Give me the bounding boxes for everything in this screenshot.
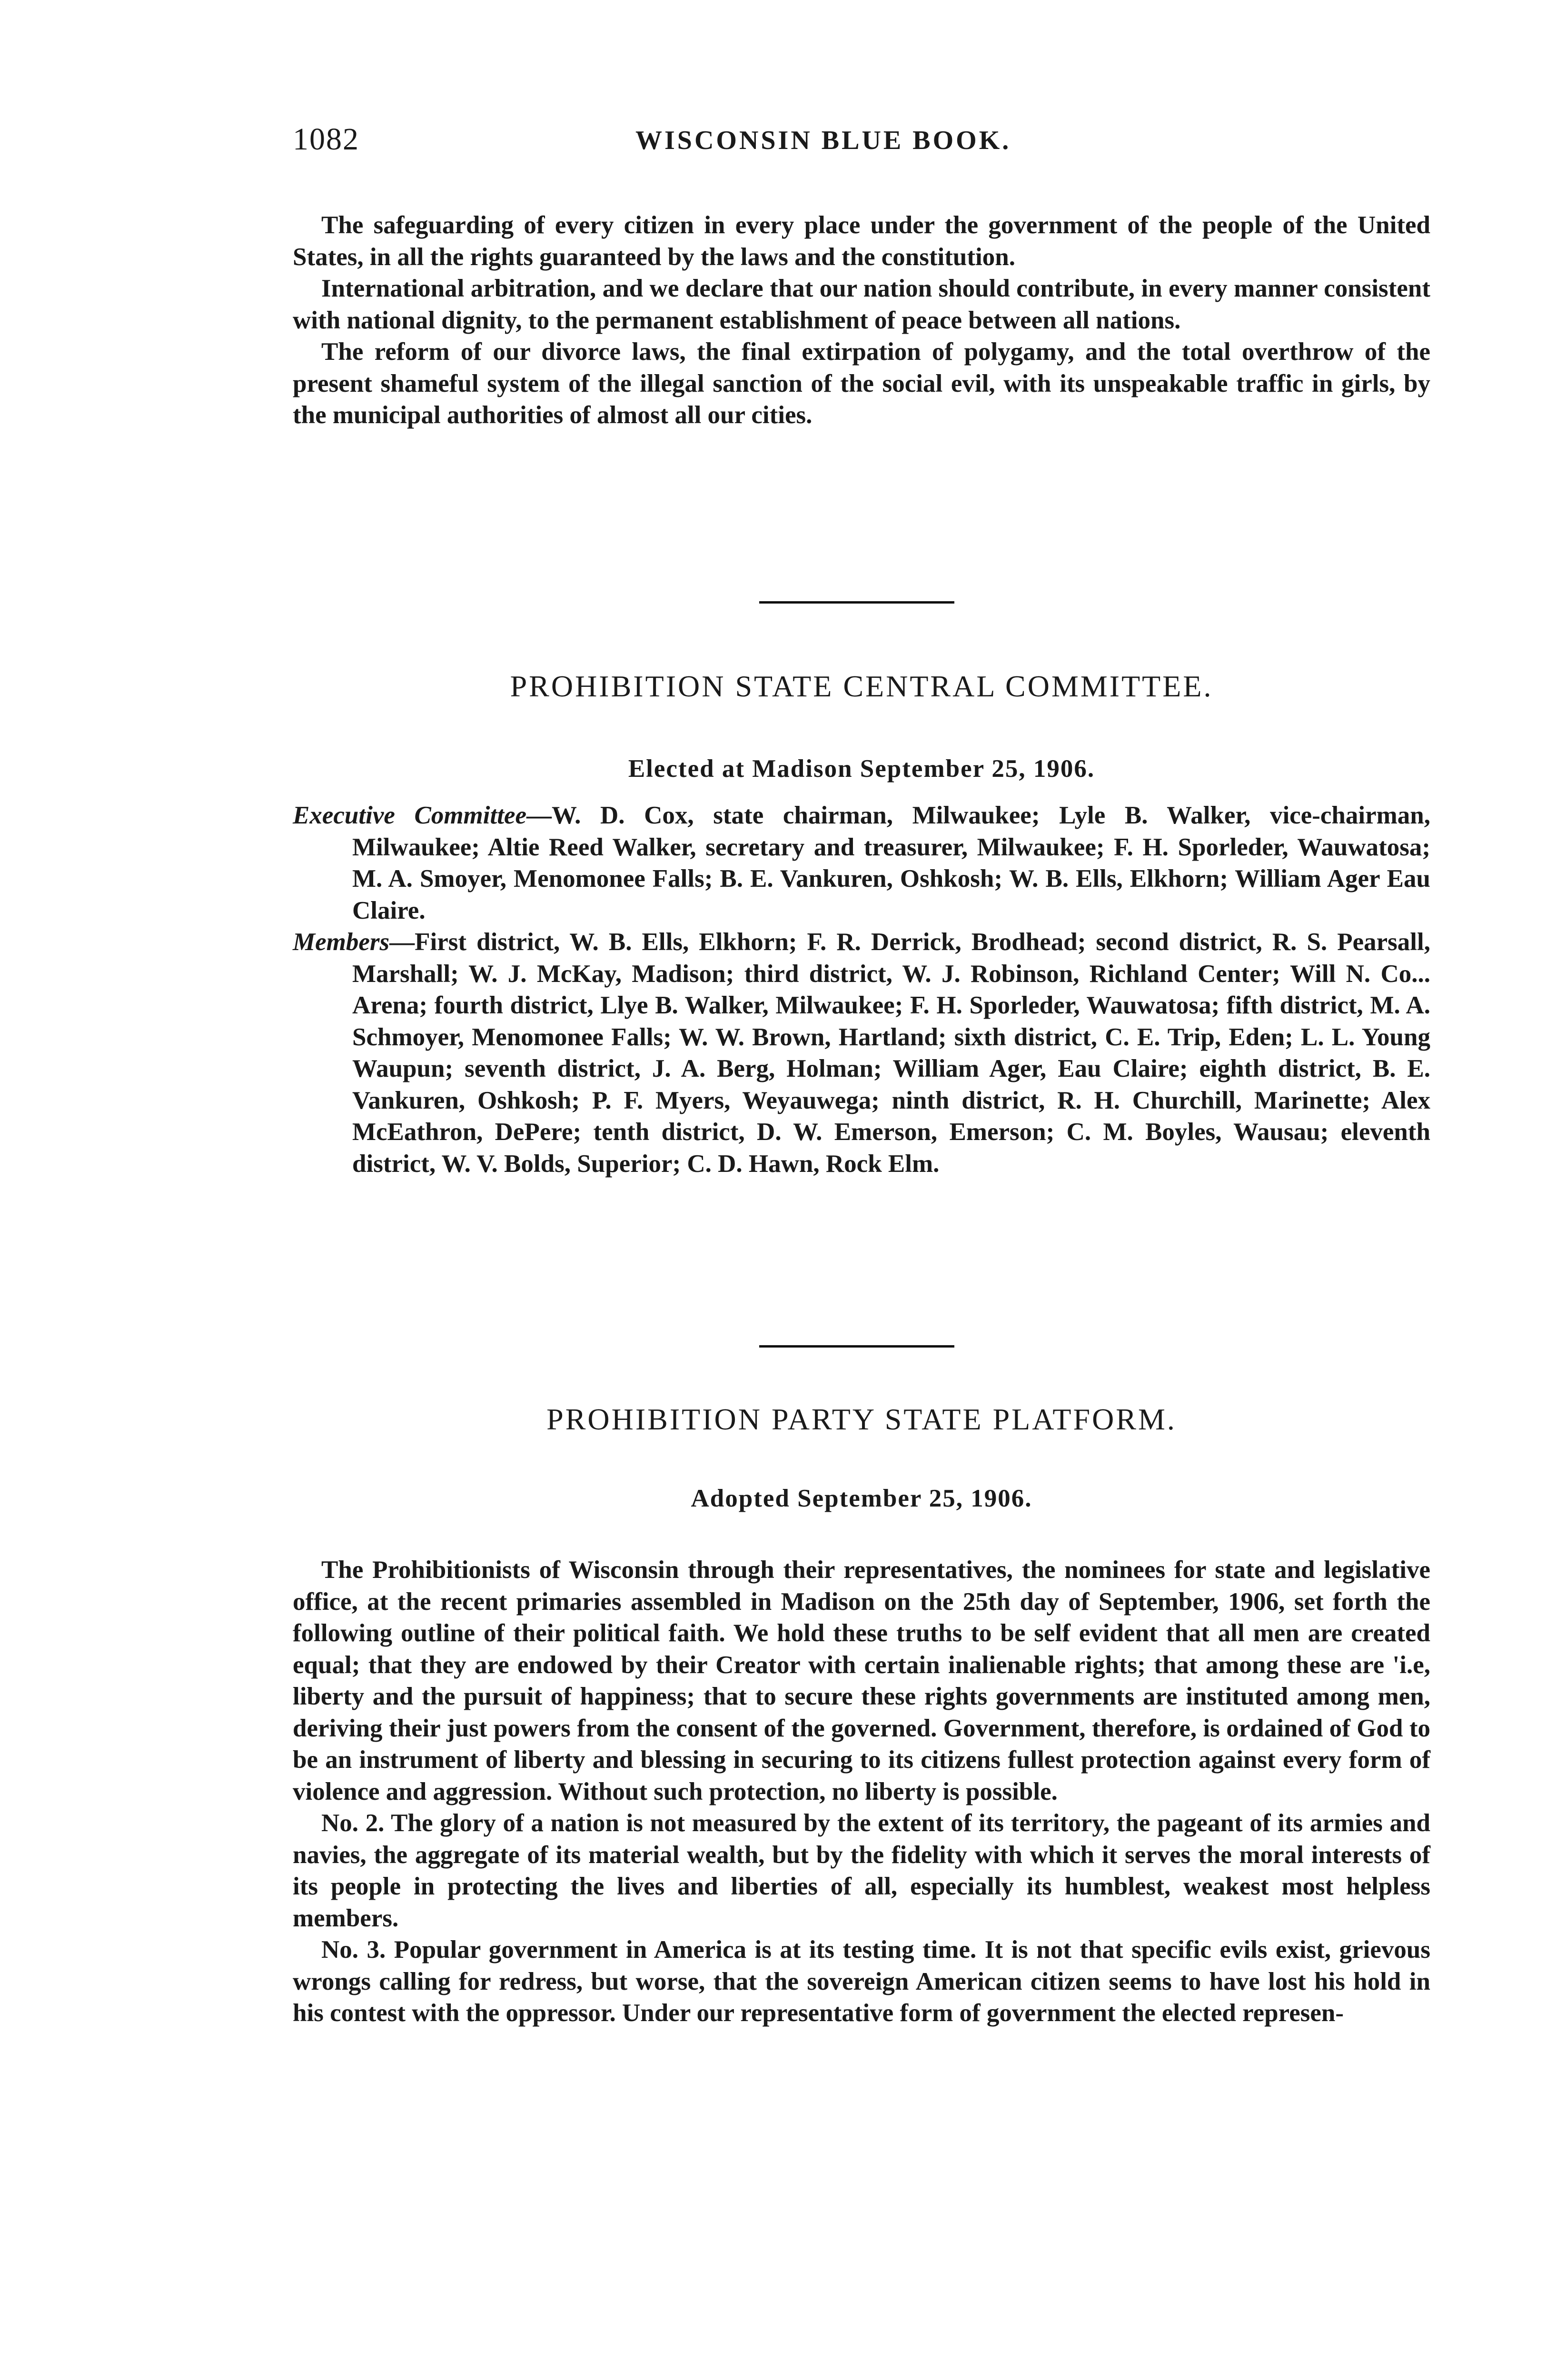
- intro-section: [293, 209, 1430, 431]
- platform-paragraph-3: No. 3. Popular government in America is at its testing time. It is not that specific evils exist, grievous wrongs calling for redress, but worse, that the sovereign American citizen seems to have lost his hold in his contest with the oppressor. Under our representative form of government the elected represen-: [293, 1936, 1430, 2027]
- platform-paragraph-2: No. 2. The glory of a nation is not measured by the extent of its territory, the pageant of its armies and navies, the aggregate of its material wealth, but by the fidelity with which it serves the moral interests of its people in protecting the lives and liberties of all, especially its humblest, weakest most helpless members.: [293, 1809, 1430, 1932]
- platform-paragraph-1: The Prohibitionists of Wisconsin through their representatives, the nominees for state and legislative office, at the recent primaries assembled in Madison on the 25th day of September, 1906, set forth the following outline of their political faith. We hold these truths to be self evident that all men are created equal; that they are endowed by their Creator with certain inalienable rights; that among these are 'i.e, liberty and the pursuit of happiness; that to secure these rights governments are instituted among men, deriving their just powers from the consent of the governed. Government, therefore, is ordained of God to be an instrument of liberty and blessing in securing to its citizens fullest protection against every form of violence and aggression. Without such protection, no liberty is possible.: [293, 1556, 1430, 1805]
- executive-committee-entry: [293, 800, 1430, 926]
- members-label: Members: [293, 928, 390, 956]
- platform-body: [293, 1554, 1430, 2029]
- committee-listing: [293, 800, 1430, 1180]
- running-head: WISCONSIN BLUE BOOK.: [635, 126, 1011, 155]
- intro-paragraph-2: International arbitration, and we declare that our nation should contribute, in every manner consistent with national dignity, to the permanent establishment of peace between all nations.: [293, 275, 1430, 334]
- executive-committee-label: Executive Committee: [293, 802, 527, 829]
- intro-paragraph-3: The reform of our divorce laws, the final extirpation of polygamy, and the total overthrow of the present shameful system of the illegal sanction of the social evil, with its unspeakable traffic in girls, by the municipal authorities of almost all our cities.: [293, 338, 1430, 429]
- page-header: [293, 121, 1430, 164]
- intro-paragraph-1: The safeguarding of every citizen in every place under the government of the people of the United States, in all the rights guaranteed by the laws and the constitution.: [293, 211, 1430, 271]
- committee-subtitle: Elected at Madison September 25, 1906.: [628, 755, 1095, 783]
- executive-committee-text: —W. D. Cox, state chairman, Milwaukee; Lyle B. Walker, vice-chairman, Milwaukee; Altie Reed Walker, secretary and treasurer, Milwaukee; F. H. Sporleder, Wauwatosa; M. A. Smoyer, Menomonee Falls; B. E. Vankuren, Oshkosh; W. B. Ells, Elkhorn; William Ager Eau Claire.: [352, 802, 1430, 924]
- members-entry: [293, 926, 1430, 1180]
- platform-title: PROHIBITION PARTY STATE PLATFORM.: [546, 1402, 1177, 1436]
- platform-subtitle: Adopted September 25, 1906.: [691, 1485, 1032, 1512]
- members-text: —First district, W. B. Ells, Elkhorn; F. R. Derrick, Brodhead; second district, R. S. Pearsall, Marshall; W. J. McKay, Madison; third district, W. J. Robinson, Richland Center; Will N. Co... Arena; fourth district, Llye B. Walker, Milwaukee; F. H. Sporleder, Wauwatosa; fifth district, M. A. Schmoyer, Menomonee Falls; W. W. Brown, Hartland; sixth district, C. E. Trip, Eden; L. L. Young Waupun; seventh district, J. A. Berg, Holman; William Ager, Eau Claire; eighth district, B. E. Vankuren, Oshkosh; P. F. Myers, Weyauwega; ninth district, R. H. Churchill, Marinette; Alex McEathron, DePere; tenth district, D. W. Emerson, Emerson; C. M. Boyles, Wausau; eleventh district, W. V. Bolds, Superior; C. D. Hawn, Rock Elm.: [352, 928, 1430, 1178]
- section-divider-2: [759, 1345, 954, 1348]
- committee-title: PROHIBITION STATE CENTRAL COMMITTEE.: [510, 669, 1213, 703]
- page-number: 1082: [293, 122, 359, 157]
- section-divider-1: [759, 601, 954, 604]
